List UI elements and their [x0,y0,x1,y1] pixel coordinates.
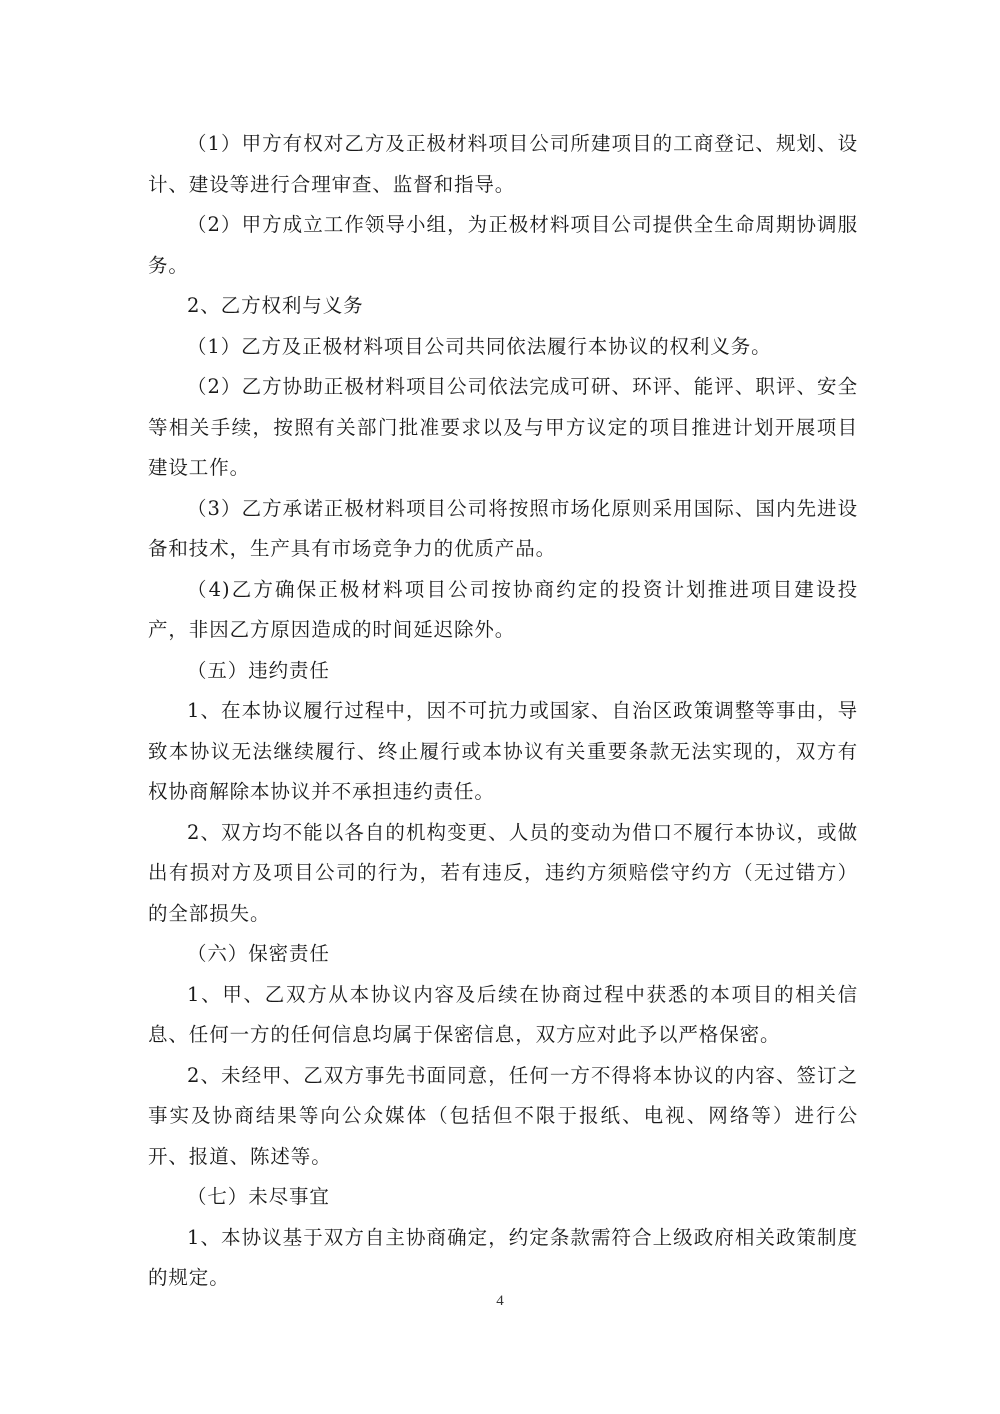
paragraph-party-b-duty-1: （1）乙方及正极材料项目公司共同依法履行本协议的权利义务。 [187,334,772,358]
heading-confidentiality: （六）保密责任 [187,942,330,965]
paragraph-party-b-duty-4: （4)乙方确保正极材料项目公司按协商约定的投资计划推进项目建设投产，非因乙方原因造成的时间延迟除外。 [148,577,858,641]
page-number: 4 [496,1293,504,1309]
paragraph-confidentiality-2: 2、未经甲、乙双方事先书面同意，任何一方不得将本协议的内容、签订之事实及协商结果等向公众媒体（包括但不限于报纸、电视、网络等）进行公开、报道、陈述等。 [148,1063,858,1168]
paragraph-outstanding-1: 1、本协议基于双方自主协商确定，约定条款需符合上级政府相关政策制度的规定。 [148,1225,858,1289]
paragraph-confidentiality-1: 1、甲、乙双方从本协议内容及后续在协商过程中获悉的本项目的相关信息、任何一方的任何信息均属于保密信息，双方应对此予以严格保密。 [148,982,858,1046]
paragraph-party-a-leadership-group: （2）甲方成立工作领导小组，为正极材料项目公司提供全生命周期协调服务。 [148,213,858,277]
heading-outstanding-matters: （七）未尽事宜 [187,1185,330,1208]
paragraph-party-b-duty-3: （3）乙方承诺正极材料项目公司将按照市场化原则采用国际、国内先进设备和技术，生产具有市场竞争力的优质产品。 [148,496,858,560]
heading-breach-liability: （五）违约责任 [187,658,330,682]
paragraph-breach-1: 1、在本协议履行过程中，因不可抗力或国家、自治区政策调整等事由，导致本协议无法继续履行、终止履行或本协议有关重要条款无法实现的，双方有权协商解除本协议并不承担违约责任。 [148,699,858,803]
heading-party-b-rights-obligations: 2、乙方权利与义务 [187,294,364,317]
paragraph-breach-2: 2、双方均不能以各自的机构变更、人员的变动为借口不履行本协议，或做出有损对方及项目公司的行为，若有违反，违约方须赔偿守约方（无过错方）的全部损失。 [148,820,858,925]
document-body [148,124,858,1299]
paragraph-party-b-duty-2: （2）乙方协助正极材料项目公司依法完成可研、环评、能评、职评、安全等相关手续，按照有关部门批准要求以及与甲方议定的项目推进计划开展项目建设工作。 [148,375,858,479]
paragraph-party-a-right-review: （1）甲方有权对乙方及正极材料项目公司所建项目的工商登记、规划、设计、建设等进行合理审查、监督和指导。 [148,132,858,196]
